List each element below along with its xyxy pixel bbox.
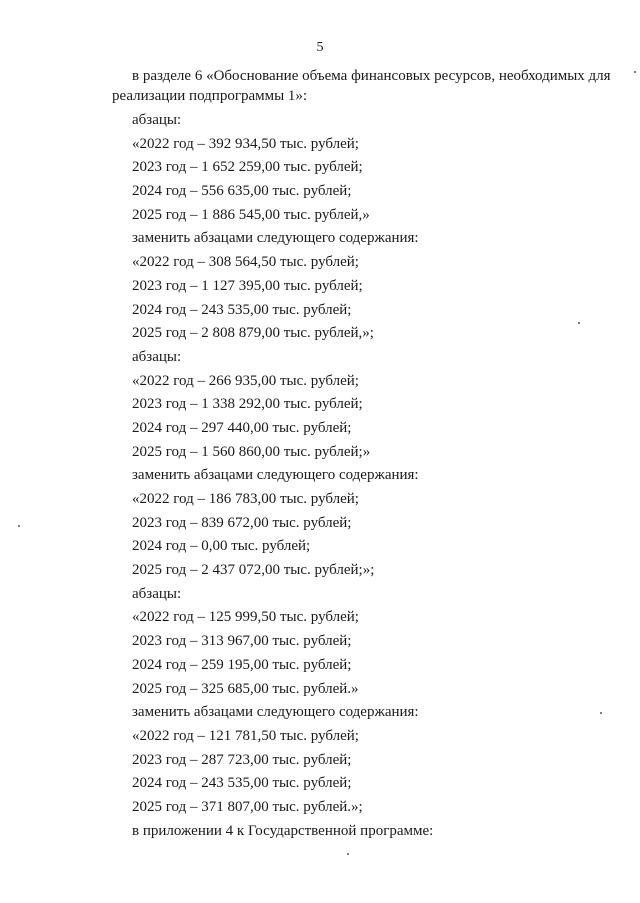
scan-speck bbox=[347, 853, 349, 855]
text-line: 2023 год – 313 967,00 тыс. рублей; bbox=[132, 633, 352, 650]
section-heading bbox=[112, 66, 617, 106]
text-line: 2024 год – 243 535,00 тыс. рублей; bbox=[132, 301, 352, 318]
scan-speck bbox=[18, 525, 20, 527]
page-number: 5 bbox=[316, 40, 324, 55]
text-line: 2025 год – 325 685,00 тыс. рублей.» bbox=[132, 680, 359, 697]
text-line: 2024 год – 0,00 тыс. рублей; bbox=[132, 538, 311, 555]
scan-speck bbox=[578, 322, 580, 324]
heading-line-2: реализации подпрограммы 1»: bbox=[112, 88, 308, 104]
scan-speck bbox=[634, 71, 636, 73]
text-line: абзацы: bbox=[132, 112, 182, 128]
text-line: «2022 год – 121 781,50 тыс. рублей; bbox=[132, 727, 359, 744]
text-line: 2023 год – 287 723,00 тыс. рублей; bbox=[132, 751, 352, 768]
text-line: заменить абзацами следующего содержания: bbox=[132, 467, 419, 484]
text-line: 2024 год – 556 635,00 тыс. рублей; bbox=[132, 183, 352, 200]
heading-line-1: в разделе 6 «Обоснование объема финансовых ресурсов, необходимых для bbox=[132, 68, 611, 84]
text-line: заменить абзацами следующего содержания: bbox=[132, 704, 419, 721]
text-line: «2022 год – 186 783,00 тыс. рублей; bbox=[132, 491, 359, 507]
text-line: 2023 год – 839 672,00 тыс. рублей; bbox=[132, 514, 352, 531]
text-line: 2024 год – 259 195,00 тыс. рублей; bbox=[132, 656, 352, 673]
scan-speck bbox=[600, 712, 602, 714]
text-line: абзацы: bbox=[132, 348, 182, 365]
text-line: «2022 год – 308 564,50 тыс. рублей; bbox=[132, 254, 359, 271]
text-line: 2024 год – 297 440,00 тыс. рублей; bbox=[132, 419, 352, 436]
text-line: 2025 год – 2 808 879,00 тыс. рублей,»; bbox=[132, 325, 374, 342]
text-line: 2025 год – 1 560 860,00 тыс. рублей;» bbox=[132, 443, 371, 460]
text-line: 2025 год – 1 886 545,00 тыс. рублей,» bbox=[132, 206, 370, 223]
text-line: «2022 год – 125 999,50 тыс. рублей; bbox=[132, 609, 359, 626]
text-line: 2023 год – 1 652 259,00 тыс. рублей; bbox=[132, 159, 363, 176]
text-line: заменить абзацами следующего содержания: bbox=[132, 230, 419, 247]
text-line: 2025 год – 2 437 072,00 тыс. рублей;»; bbox=[132, 562, 375, 579]
amendment-lines bbox=[132, 109, 622, 843]
text-line: 2023 год – 1 338 292,00 тыс. рублей; bbox=[132, 396, 363, 413]
text-line: 2023 год – 1 127 395,00 тыс. рублей; bbox=[132, 277, 363, 294]
text-line: абзацы: bbox=[132, 585, 182, 602]
text-line: «2022 год – 266 935,00 тыс. рублей; bbox=[132, 372, 359, 389]
text-line: 2025 год – 371 807,00 тыс. рублей.»; bbox=[132, 798, 363, 815]
text-line: в приложении 4 к Государственной программе: bbox=[132, 822, 434, 839]
text-line: «2022 год – 392 934,50 тыс. рублей; bbox=[132, 135, 359, 152]
text-line: 2024 год – 243 535,00 тыс. рублей; bbox=[132, 775, 352, 792]
